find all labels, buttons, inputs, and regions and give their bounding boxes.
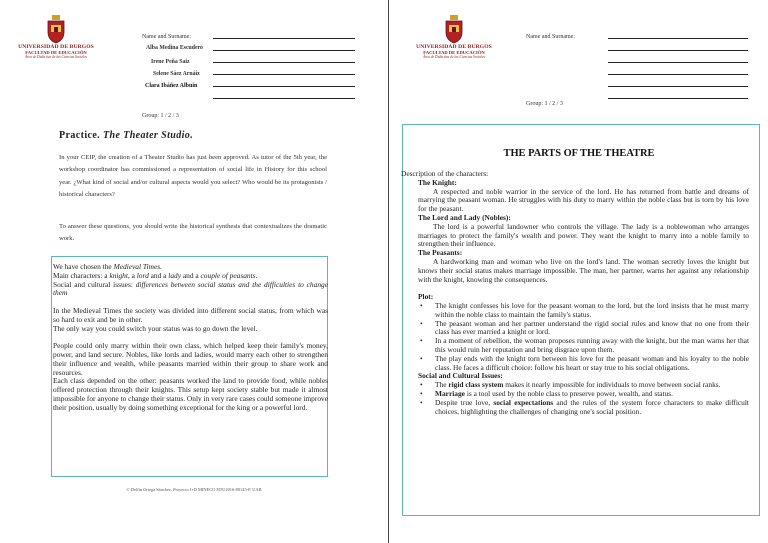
name-label: Name and Surname: — [526, 34, 575, 40]
name-line — [608, 62, 748, 63]
name-line — [213, 98, 355, 99]
student-name: Clara Ibáñez Albuin — [145, 83, 198, 89]
name-line — [608, 86, 748, 87]
answer-text — [53, 263, 328, 413]
practice-name: The Theater Studio. — [102, 130, 194, 141]
issues-list — [418, 381, 749, 416]
paragraph: People could only marry within their own class, which helped keep their family's money, power, and land secure. Nobles, like lords and ladies, would marry each other to strengthen their influence and wealth, while peasants married within their group to share work and resources. — [53, 341, 328, 377]
student-name: Selene Sáez Arnáiz — [153, 71, 200, 77]
character-description — [401, 170, 749, 416]
university-crest-icon — [45, 14, 67, 44]
faculty-name: FACULTAD DE EDUCACIÓN — [25, 50, 87, 55]
university-logo — [14, 14, 98, 59]
name-line — [608, 38, 748, 39]
intro-paragraph: To answer these questions, you should write the historical synthesis that contextualizes the dramatic work. — [59, 223, 327, 243]
list-item: • The play ends with the knight torn between his love for the peasant woman and his loyalty to the noble class. He faces a difficult choice: follow his heart or stay true to his social obligations. — [418, 355, 749, 373]
name-line — [213, 50, 355, 51]
section-heading: The Lord and Lady (Nobles): — [418, 212, 511, 222]
list-item: • Marriage is a tool used by the noble class to preserve power, wealth, and status. — [418, 390, 749, 399]
chosen-line: We have chosen the Medieval Times. — [53, 262, 163, 271]
student-name: Irene Peña Saiz — [151, 59, 190, 65]
list-item: • In a moment of rebellion, the woman proposes running away with the knight, but the man warns her that this would ruin her reputation and bring disgrace upon them. — [418, 337, 749, 355]
right-page — [390, 0, 768, 543]
section-heading: Plot: — [418, 292, 434, 302]
section-heading: Social and Cultural Issues: — [418, 371, 503, 381]
issues-line: Social and cultural issues: differences between social status and the difficulties to change them — [53, 279, 328, 298]
university-name: UNIVERSIDAD DE BURGOS — [18, 44, 94, 50]
group-selector: Group: 1 / 2 / 3 — [142, 113, 179, 119]
name-line — [213, 74, 355, 75]
list-item: • Despite true love, social expectations and the rules of the system force characters to make difficult choices, highlighting the challenges of changing one's social position. — [418, 399, 749, 417]
theatre-title: THE PARTS OF THE THEATRE — [503, 148, 655, 159]
university-name: UNIVERSIDAD DE BURGOS — [416, 44, 492, 50]
name-label: Name and Surname: — [142, 34, 191, 40]
section-heading: The Knight: — [418, 177, 457, 187]
paragraph: The only way you could switch your status was to go down the level. — [53, 323, 258, 333]
name-line — [608, 98, 748, 99]
name-line — [213, 86, 355, 87]
group-selector: Group: 1 / 2 / 3 — [526, 101, 563, 107]
area-name: Área de Didáctica de las Ciencias Sociales — [423, 55, 485, 59]
name-line — [608, 74, 748, 75]
name-line — [213, 38, 355, 39]
paragraph: A hardworking man and woman who live on the lord's land. The woman secretly loves the knight but knows their social status makes marriage impossible. The man, her partner, warns her against any relationship with the knight, knowing the consequences. — [418, 256, 749, 284]
paragraph: Each class depended on the other: peasants worked the land to provide food, while nobles offered protection through their knights. This setup kept society stable but made it almost impossible for anyone to change their status. Only in very rare cases could someone improve their position, usually by doing something exceptional for the king or a powerful lord. — [53, 376, 328, 412]
description-heading: Description of the characters: — [401, 169, 489, 178]
name-line — [608, 50, 748, 51]
student-name: Alba Medina Escudero — [146, 45, 203, 51]
page-divider — [388, 0, 389, 543]
paragraph: A respected and noble warrior in the service of the lord. He has returned from battle and dreams of marrying the peasant woman. He struggles with his duty to marry within the noble class but is torn by his love for the peasant. — [418, 186, 749, 214]
practice-label: Practice. — [59, 130, 101, 141]
paragraph: The lord is a powerful landowner who controls the village. The lady is a noblewoman who arranges marriages to protect the family's wealth and power. They want the knight to marry into a noble family to strengthen their influence. — [418, 221, 749, 249]
university-logo — [412, 14, 496, 59]
name-line — [213, 62, 355, 63]
plot-list — [418, 302, 749, 372]
section-heading: The Peasants: — [418, 248, 463, 258]
university-crest-icon — [443, 14, 465, 44]
answer-box — [51, 256, 328, 477]
list-item: • The knight confesses his love for the peasant woman to the lord, but the lord insists that he must marry within the noble class to maintain the family's status. — [418, 302, 749, 320]
intro-paragraph: In your CEIP, the creation of a Theater Studio has just been approved. As tutor of the 5th year, the workshop coordinator has commissioned a representation of social life in History for this school year. ¿What kind of social and/or cultural aspects would you select? Who would be its protagonists / historical characters? — [59, 154, 327, 198]
list-item: • The peasant woman and her partner understand the rigid social rules and know that no one from their class has ever married a knight or lord. — [418, 320, 749, 338]
paragraph: In the Medieval Times the society was divided into different social status, from which was so hard to exit and be in other. — [53, 305, 328, 324]
characters-line: Main characters: a knight, a lord and a lady and a couple of peasants. — [53, 270, 258, 280]
faculty-name: FACULTAD DE EDUCACIÓN — [423, 50, 485, 55]
footer-credit: © Delfín Ortega Sánchez. Proyecto I+D MINECO EDU2016-80145-P. UAB — [126, 487, 262, 492]
area-name: Área de Didáctica de las Ciencias Sociales — [25, 55, 87, 59]
list-item: • The rigid class system makes it nearly impossible for individuals to move between social ranks. — [418, 381, 749, 390]
practice-title — [59, 130, 193, 141]
